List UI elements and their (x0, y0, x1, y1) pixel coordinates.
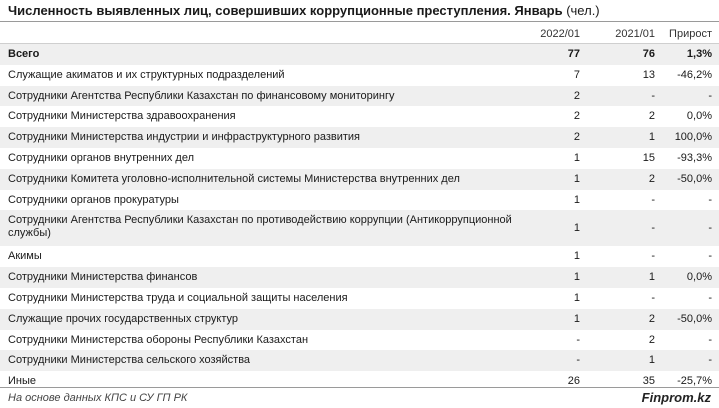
table-row (0, 190, 719, 211)
column-header-2021: 2021/01 (615, 28, 655, 40)
value-2021: 1 (648, 354, 655, 367)
value-2022: 1 (573, 250, 580, 263)
table-row (0, 350, 719, 371)
value-growth: 0,0% (686, 271, 712, 284)
value-2022: 2 (573, 110, 580, 123)
value-2022: - (576, 333, 580, 346)
value-2021: 35 (642, 375, 655, 388)
table-title (0, 0, 719, 22)
value-2021: - (651, 193, 655, 206)
row-label: Сотрудники Министерства здравоохранения (8, 110, 236, 123)
table-row (0, 106, 719, 127)
row-label: Служащие прочих государственных структур (8, 312, 239, 325)
value-growth: 100,0% (674, 131, 712, 144)
table-row (0, 65, 719, 86)
value-2021: - (651, 291, 655, 304)
value-2022: 26 (567, 375, 580, 388)
value-2022: 1 (573, 151, 580, 164)
table-footer (0, 387, 719, 408)
value-2022: 1 (573, 172, 580, 185)
value-growth: -93,3% (677, 151, 712, 164)
title-main: Численность выявленных лиц, совершивших коррупционные преступления. Январь (8, 3, 563, 18)
row-label: Сотрудники Агентства Республики Казахстан по финансовому мониторингу (8, 89, 395, 102)
value-2021: 15 (642, 151, 655, 164)
value-2021: 2 (648, 172, 655, 185)
brand-logo: Finprom.kz (641, 390, 711, 405)
row-label: Иные (8, 375, 37, 388)
value-2022: 7 (573, 68, 580, 81)
table-row (0, 267, 719, 288)
row-label: Служащие акиматов и их структурных подразделений (8, 68, 285, 81)
row-label: Всего (8, 48, 40, 60)
value-2021: - (651, 89, 655, 102)
row-label: Сотрудники органов внутренних дел (8, 151, 194, 164)
value-2021: 1 (648, 131, 655, 144)
value-2021: - (651, 250, 655, 263)
table-row (0, 210, 719, 246)
row-label: Сотрудники Агентства Республики Казахстан по противодействию коррупции (Антикоррупционной службы) (8, 214, 512, 240)
table-body (0, 44, 719, 392)
row-label: Сотрудники Комитета уголовно-исполнительной системы Министерства внутренних дел (8, 172, 460, 185)
value-2022: 1 (573, 193, 580, 206)
table-row (0, 148, 719, 169)
value-growth: -46,2% (677, 68, 712, 81)
value-2021: 76 (642, 48, 655, 60)
value-growth: - (708, 222, 712, 235)
value-growth: 1,3% (686, 48, 712, 60)
row-label: Сотрудники органов прокуратуры (8, 193, 179, 206)
value-2021: 2 (648, 333, 655, 346)
value-growth: - (708, 354, 712, 367)
column-header-growth: Прирост (669, 28, 712, 40)
value-2022: 77 (567, 48, 580, 60)
value-growth: - (708, 291, 712, 304)
table-row (0, 330, 719, 351)
table-row (0, 309, 719, 330)
value-growth: - (708, 333, 712, 346)
column-header-2022: 2022/01 (540, 28, 580, 40)
value-2022: 2 (573, 131, 580, 144)
row-label: Сотрудники Министерства индустрии и инфраструктурного развития (8, 131, 361, 144)
value-2021: 2 (648, 312, 655, 325)
value-growth: 0,0% (686, 110, 712, 123)
value-2022: - (576, 354, 580, 367)
row-label: Сотрудники Министерства труда и социальной защиты населения (8, 291, 348, 304)
value-2021: - (651, 222, 655, 235)
row-label: Акимы (8, 250, 42, 263)
value-2022: 2 (573, 89, 580, 102)
table-row-total (0, 44, 719, 65)
source-note: На основе данных КПС и СУ ГП РК (8, 392, 188, 404)
value-growth: - (708, 250, 712, 263)
title-unit: (чел.) (566, 3, 600, 18)
table-row (0, 127, 719, 148)
value-growth: -25,7% (677, 375, 712, 388)
row-label: Сотрудники Министерства финансов (8, 271, 198, 284)
value-growth: - (708, 89, 712, 102)
value-2022: 1 (573, 271, 580, 284)
value-2022: 1 (573, 222, 580, 235)
table-row (0, 86, 719, 107)
value-2021: 13 (642, 68, 655, 81)
value-2022: 1 (573, 291, 580, 304)
table-row (0, 246, 719, 267)
row-label: Сотрудники Министерства сельского хозяйства (8, 354, 251, 367)
value-growth: -50,0% (677, 312, 712, 325)
value-2022: 1 (573, 312, 580, 325)
value-2021: 1 (648, 271, 655, 284)
table-row (0, 288, 719, 309)
column-header-row (0, 24, 719, 44)
row-label: Сотрудники Министерства обороны Республики Казахстан (8, 333, 309, 346)
value-2021: 2 (648, 110, 655, 123)
value-growth: - (708, 193, 712, 206)
value-growth: -50,0% (677, 172, 712, 185)
table-row (0, 169, 719, 190)
